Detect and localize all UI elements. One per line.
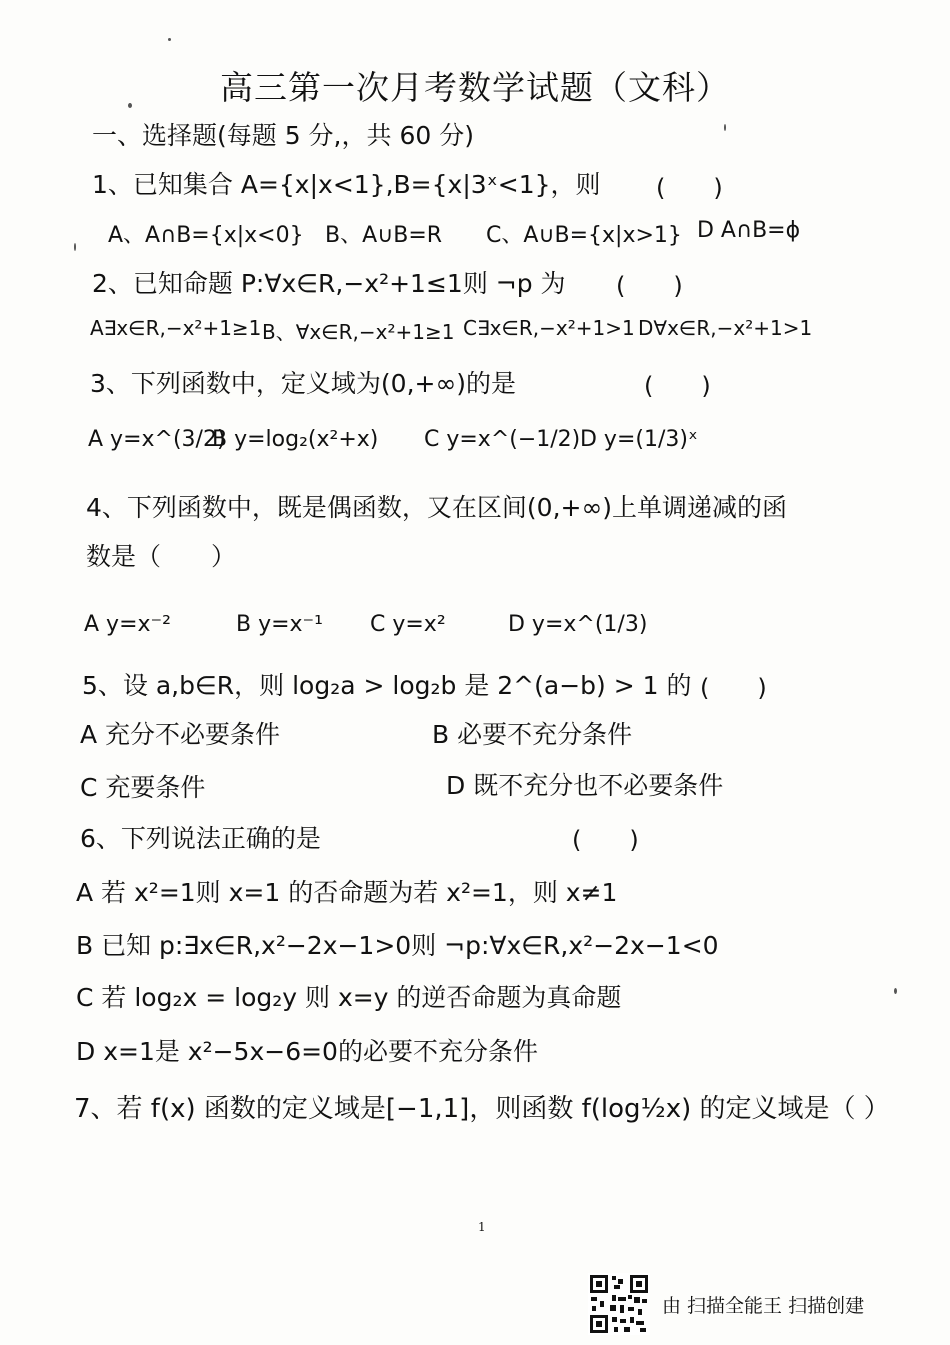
scanner-watermark-text: 由 扫描全能王 扫描创建 xyxy=(662,1294,865,1317)
question-6-option-b: B 已知 p:∃x∈R,x²−2x−1>0则 ¬p:∀x∈R,x²−2x−1<0 xyxy=(76,931,719,960)
question-3-option-c: C y=x^(−1/2) xyxy=(424,427,581,452)
question-2-option-a: A∃x∈R,−x²+1≥1 xyxy=(90,316,262,340)
page-number: 1 xyxy=(478,1220,486,1234)
question-3-stem: 3、下列函数中，定义域为(0,+∞)的是 xyxy=(90,369,517,398)
section-heading: 一、选择题(每题 5 分,，共 60 分) xyxy=(92,121,474,150)
question-6-option-c: C 若 log₂x = log₂y 则 x=y 的逆否命题为真命题 xyxy=(76,983,622,1012)
scanner-watermark xyxy=(588,1272,864,1336)
question-2-option-c: C∃x∈R,−x²+1>1 xyxy=(463,316,635,340)
scan-speck xyxy=(894,988,897,994)
qr-code-icon xyxy=(588,1273,650,1335)
question-1-option-b: B、A∪B=R xyxy=(325,223,443,248)
question-3-answer-blank: ( ) xyxy=(644,372,711,400)
question-4-option-a: A y=x⁻² xyxy=(84,612,171,637)
exam-title: 高三第一次月考数学试题（文科） xyxy=(220,68,730,107)
question-5-option-c: C 充要条件 xyxy=(80,773,206,802)
question-6-option-a: A 若 x²=1则 x=1 的否命题为若 x²=1，则 x≠1 xyxy=(76,878,618,907)
question-1-answer-blank: ( ) xyxy=(656,174,723,202)
question-6-option-d: D x=1是 x²−5x−6=0的必要不充分条件 xyxy=(76,1037,538,1066)
question-7-stem: 7、若 f(x) 函数的定义域是[−1,1]，则函数 f(log½x) 的定义域是（ ） xyxy=(74,1094,890,1124)
scan-speck xyxy=(168,38,171,41)
question-4-option-b: B y=x⁻¹ xyxy=(236,612,323,637)
question-1-stem: 1、已知集合 A={x|x<1},B={x|3ˣ<1}，则 xyxy=(92,170,601,199)
scan-speck xyxy=(724,124,726,131)
scan-speck xyxy=(74,243,76,251)
question-2-option-d: D∀x∈R,−x²+1>1 xyxy=(638,316,813,340)
question-5-stem: 5、设 a,b∈R，则 log₂a > log₂b 是 2^(a−b) > 1 的 xyxy=(82,671,692,700)
scan-speck xyxy=(128,103,132,108)
question-1-option-c: C、A∪B={x|x>1} xyxy=(486,223,682,248)
question-6-stem: 6、下列说法正确的是 xyxy=(80,824,321,853)
question-5-option-a: A 充分不必要条件 xyxy=(80,720,281,749)
question-3-option-d: D y=(1/3)ˣ xyxy=(580,427,698,452)
question-3-option-b: B y=log₂(x²+x) xyxy=(212,427,379,452)
question-1-option-a: A、A∩B={x|x<0} xyxy=(108,223,304,248)
question-5-option-b: B 必要不充分条件 xyxy=(432,720,633,749)
question-1-option-d: D A∩B=ϕ xyxy=(697,218,801,243)
question-5-answer-blank: ( ) xyxy=(700,674,767,702)
question-3-option-a: A y=x^(3/2) xyxy=(88,427,226,452)
question-5-option-d: D 既不充分也不必要条件 xyxy=(446,771,724,800)
question-4-stem-continued: 数是（ ） xyxy=(86,542,237,571)
question-2-answer-blank: ( ) xyxy=(616,272,683,300)
question-4-stem: 4、下列函数中，既是偶函数，又在区间(0,+∞)上单调递减的函 xyxy=(86,493,788,522)
question-2-stem: 2、已知命题 P:∀x∈R,−x²+1≤1则 ¬p 为 xyxy=(92,269,566,298)
question-4-option-d: D y=x^(1/3) xyxy=(508,612,648,637)
question-6-answer-blank: ( ) xyxy=(572,826,639,854)
question-2-option-b: B、∀x∈R,−x²+1≥1 xyxy=(262,320,455,344)
question-4-option-c: C y=x² xyxy=(370,612,446,637)
